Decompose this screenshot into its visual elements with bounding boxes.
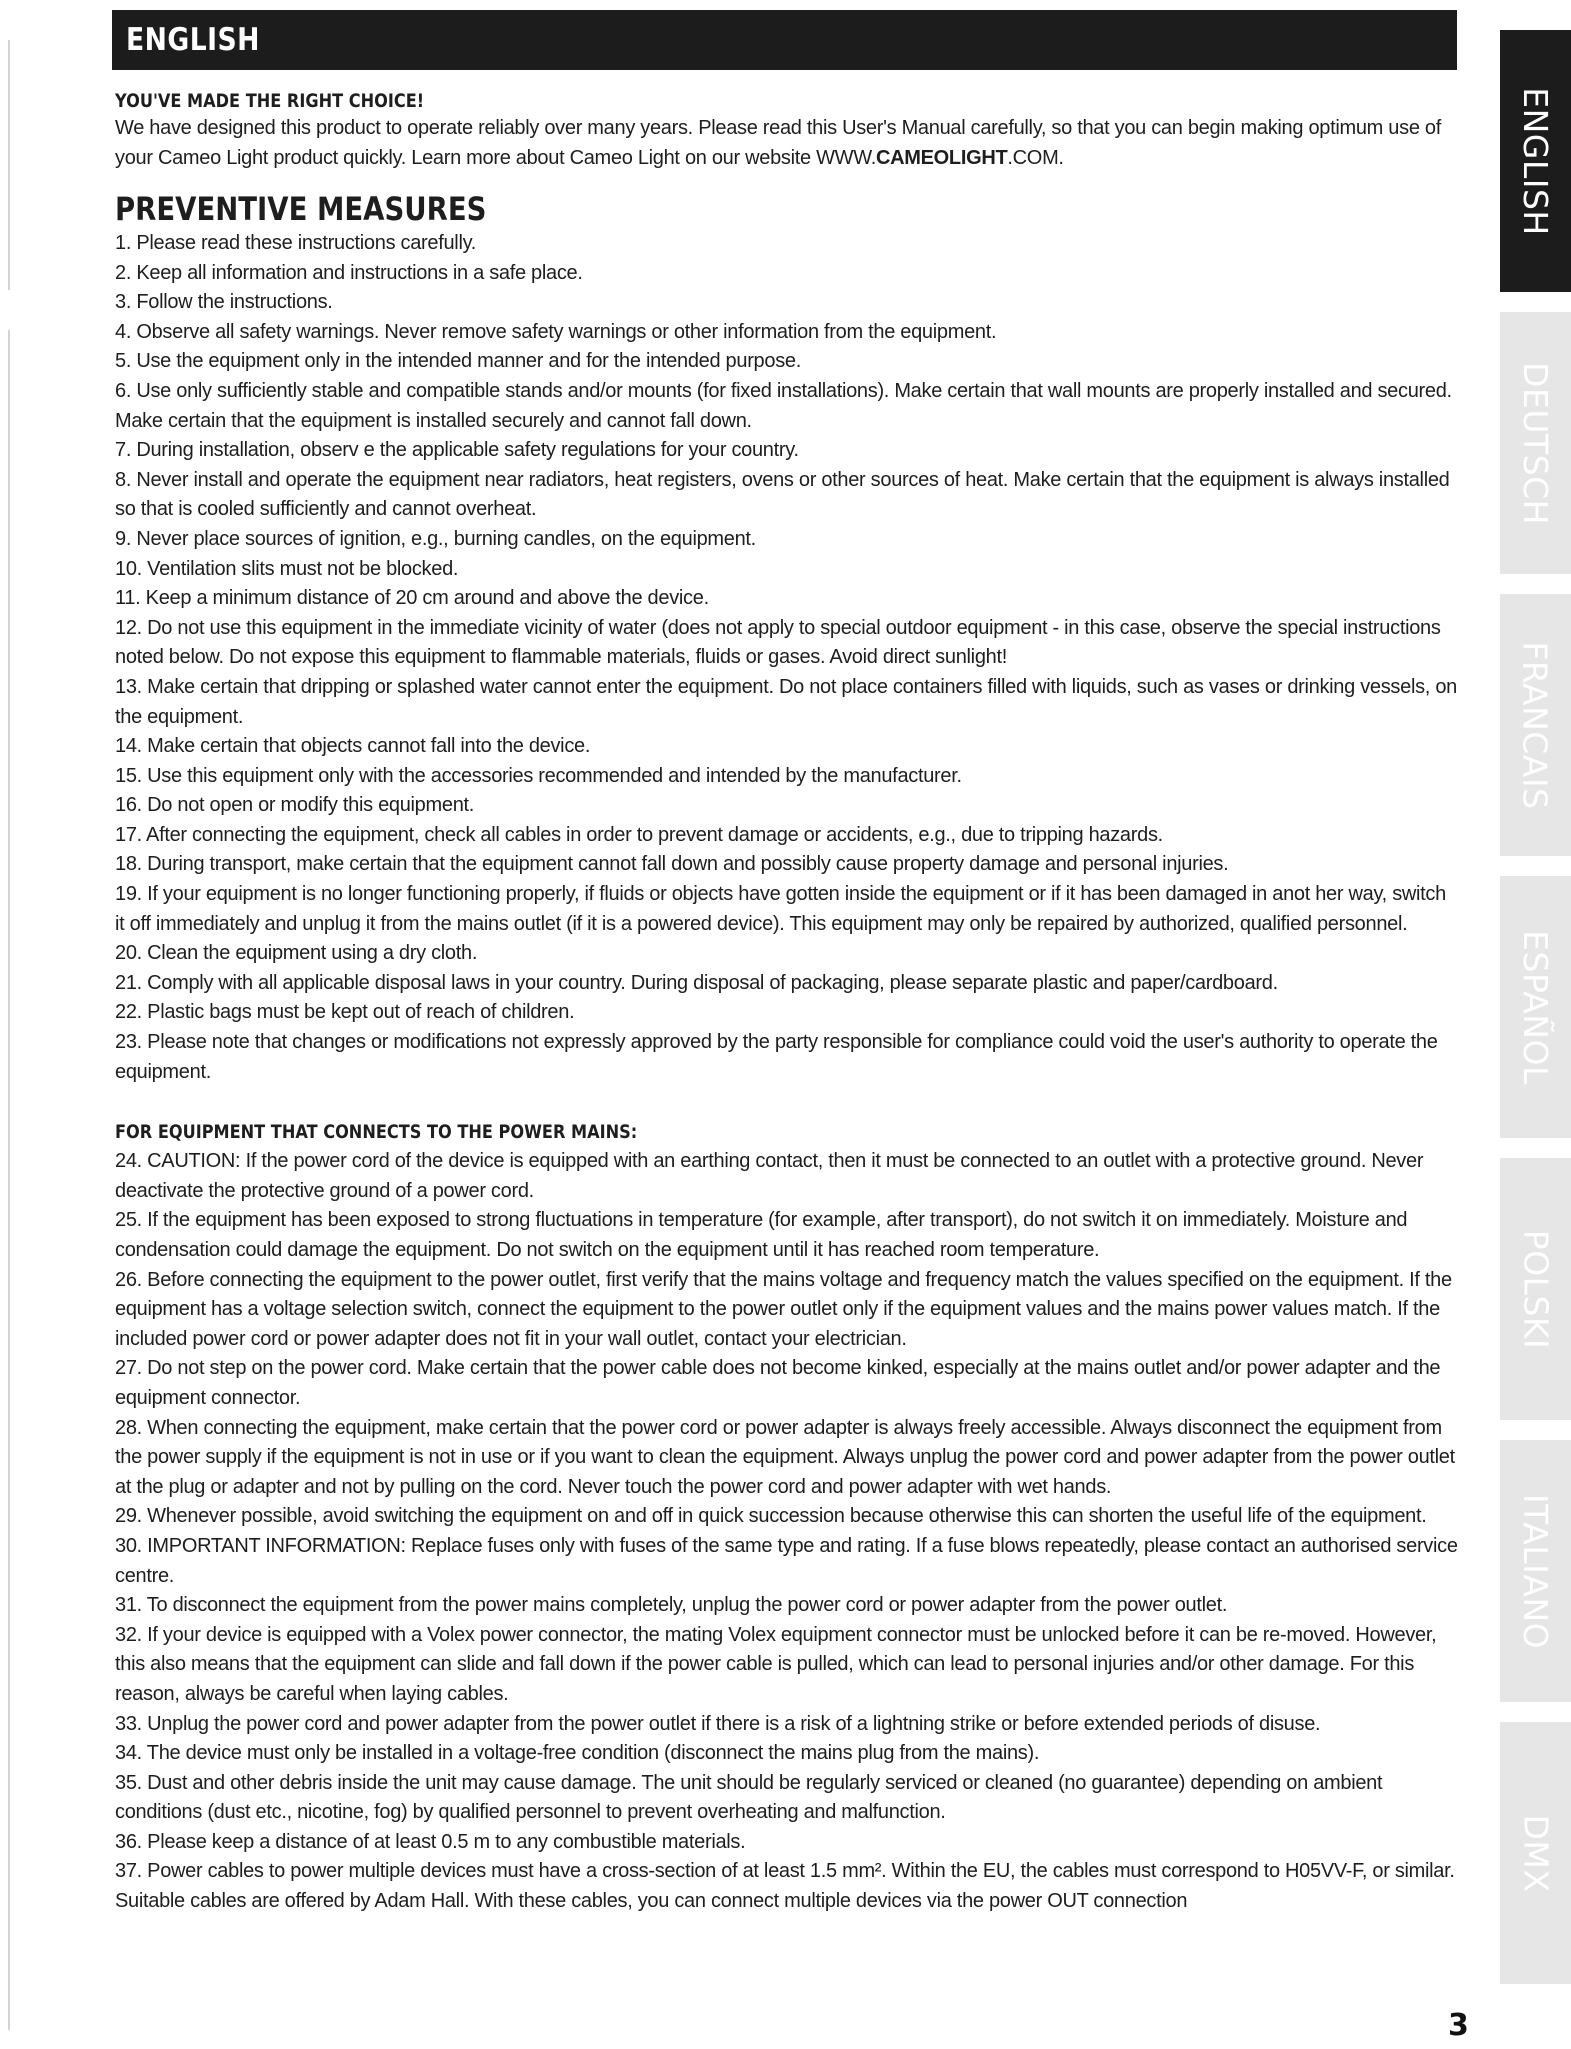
mains-item: 24. CAUTION: If the power cord of the device is equipped with an earthing contact, then it must be connected to an outlet with a protective ground. Never deactivate the protective ground of a power cord. (115, 1150, 1424, 1202)
preventive-item: 12. Do not use this equipment in the immediate vicinity of water (does not apply to special outdoor equipment - in this case, observe the special instructions noted below. Do not expose this equipment to flammable materials, fluids or gases. Avoid direct sunlight! (115, 616, 1441, 669)
tab-dmx[interactable] (1500, 1722, 1571, 1984)
mains-item: 31. To disconnect the equipment from the power mains completely, unplug the power cord or power adapter from the power outlet. (115, 1594, 1228, 1617)
mains-item: 32. If your device is equipped with a Volex power connector, the mating Volex equipment connector must be unlocked before it can be re-moved. However, this also means that the equipment can slide and fall down if the power cable is pulled, which can lead to personal injuries and/or other damage. For this reason, always be careful when laying cables. (115, 1623, 1437, 1705)
mains-item: 34. The device must only be installed in a voltage-free condition (disconnect the mains plug from the mains). (115, 1742, 1040, 1765)
preventive-item: 8. Never install and operate the equipment near radiators, heat registers, ovens or other sources of heat. Make certain that the equipment is always installed so that is cooled sufficiently and cannot overheat. (115, 468, 1450, 521)
page-number: 3 (1448, 2008, 1469, 2043)
preventive-item: 9. Never place sources of ignition, e.g., burning candles, on the equipment. (115, 527, 756, 550)
preventive-item: 3. Follow the instructions. (115, 291, 333, 314)
preventive-item: 5. Use the equipment only in the intended manner and for the intended purpose. (115, 350, 801, 373)
intro-text-start: We have designed this product to operate reliably over many years. Please read this User's Manual carefully, so that you can begin making optimum use of your Cameo Light product quickly. Learn more about Cameo Light on our website WWW. (115, 117, 1441, 169)
website-brand: CAMEOLIGHT (875, 146, 1008, 169)
preventive-item: 15. Use this equipment only with the accessories recommended and intended by the manufacturer. (115, 764, 962, 787)
mains-item: 36. Please keep a distance of at least 0.5 m to any combustible materials. (115, 1830, 746, 1853)
intro-heading: YOU'VE MADE THE RIGHT CHOICE! (115, 90, 425, 112)
preventive-item: 6. Use only sufficiently stable and compatible stands and/or mounts (for fixed installations). Make certain that wall mounts are properly installed and secured. Make certain that the equipment is installed securely and cannot fall down. (115, 379, 1452, 432)
preventive-item: 17. After connecting the equipment, check all cables in order to prevent damage or accidents, e.g., due to tripping hazards. (115, 823, 1163, 846)
tab-english[interactable] (1500, 30, 1571, 292)
intro-text-end: .COM. (1007, 146, 1064, 169)
mains-item: 33. Unplug the power cord and power adapter from the power outlet if there is a risk of a lightning strike or before extended periods of disuse. (115, 1712, 1321, 1735)
preventive-item: 18. During transport, make certain that the equipment cannot fall down and possibly cause property damage and personal injuries. (115, 853, 1229, 876)
tab-francais[interactable] (1500, 594, 1571, 856)
mains-item: 25. If the equipment has been exposed to strong fluctuations in temperature (for example, after transport), do not switch it on immediately. Moisture and condensation could damage the equipment. Do not switch on the equipment until it has reached room temperature. (115, 1209, 1408, 1261)
preventive-item: 10. Ventilation slits must not be blocked. (115, 557, 459, 580)
tab-deutsch-label: DEUTSCH (1516, 361, 1556, 525)
tab-dmx-label: DMX (1516, 1814, 1555, 1892)
preventive-item: 11. Keep a minimum distance of 20 cm around and above the device. (115, 587, 709, 610)
tab-italiano-label: ITALIANO (1516, 1493, 1556, 1649)
power-mains-heading: FOR EQUIPMENT THAT CONNECTS TO THE POWER MAINS: (115, 1121, 638, 1144)
mains-item: 30. IMPORTANT INFORMATION: Replace fuses only with fuses of the same type and rating. If a fuse blows repeatedly, please contact an authorised service centre. (115, 1534, 1458, 1587)
language-header-bar (112, 10, 1457, 70)
mains-item: 28. When connecting the equipment, make certain that the power cord or power adapter is always freely accessible. Always disconnect the equipment from the power supply if the equipment is not in use or if you want to clean the equipment. Always unplug the power cord and power adapter from the power outlet at the plug or adapter and not by pulling on the cord. Never touch the power cord and power adapter with wet hands. (115, 1416, 1455, 1498)
preventive-item: 21. Comply with all applicable disposal laws in your country. During disposal of packaging, please separate plastic and paper/cardboard. (115, 971, 1278, 994)
tab-espanol[interactable] (1500, 876, 1571, 1138)
left-margin-rule (8, 40, 10, 290)
language-header-title: ENGLISH (126, 22, 260, 58)
mains-item: 37. Power cables to power multiple devices must have a cross-section of at least 1.5 mm². Within the EU, the cables must correspond to H05VV-F, or similar. Suitable cables are offered by Adam Hall. With these cables, you can connect multiple devices via the power OUT connection (115, 1860, 1455, 1913)
preventive-item: 23. Please note that changes or modifications not expressly approved by the party responsible for compliance could void the user's authority to operate the equipment. (115, 1031, 1438, 1083)
power-mains-list (115, 1147, 1460, 1916)
manual-content (115, 88, 1460, 1917)
tab-italiano[interactable] (1500, 1440, 1571, 1702)
tab-polski-label: POLSKI (1516, 1229, 1555, 1349)
mains-item: 35. Dust and other debris inside the unit may cause damage. The unit should be regularly serviced or cleaned (no guarantee) depending on ambient conditions (dust etc., nicotine, fog) by qualified personnel to prevent overheating and malfunction. (115, 1771, 1383, 1824)
preventive-measures-heading: PREVENTIVE MEASURES (115, 190, 487, 228)
tab-francais-label: FRANCAIS (1516, 640, 1556, 810)
preventive-item: 19. If your equipment is no longer functioning properly, if fluids or objects have gotten inside the equipment or if it has been damaged in anot her way, switch it off immediately and unplug it from the mains outlet (if it is a powered device). This equipment may only be repaired by authorized, qualified personnel. (115, 883, 1446, 935)
intro-text (115, 114, 1460, 173)
mains-item: 26. Before connecting the equipment to the power outlet, first verify that the mains voltage and frequency match the values specified on the equipment. If the equipment has a voltage selection switch, connect the equipment to the power outlet only if the equipment values and the mains power values match. If the included power cord or power adapter does not fit in your wall outlet, contact your electrician. (115, 1268, 1452, 1350)
preventive-item: 7. During installation, observ e the applicable safety regulations for your country. (115, 439, 799, 462)
preventive-item: 14. Make certain that objects cannot fall into the device. (115, 735, 591, 758)
tab-english-label: ENGLISH (1516, 86, 1555, 236)
mains-item: 27. Do not step on the power cord. Make certain that the power cable does not become kinked, especially at the mains outlet and/or power adapter and the equipment connector. (115, 1357, 1441, 1409)
preventive-item: 20. Clean the equipment using a dry cloth. (115, 942, 478, 965)
preventive-item: 13. Make certain that dripping or splashed water cannot enter the equipment. Do not place containers filled with liquids, such as vases or drinking vessels, on the equipment. (115, 675, 1457, 728)
preventive-measures-list (115, 229, 1460, 1087)
preventive-item: 1. Please read these instructions carefully. (115, 232, 477, 254)
preventive-item: 4. Observe all safety warnings. Never remove safety warnings or other information from the equipment. (115, 320, 997, 343)
tab-espanol-label: ESPAÑOL (1516, 929, 1555, 1085)
preventive-item: 2. Keep all information and instructions in a safe place. (115, 261, 583, 284)
mains-item: 29. Whenever possible, avoid switching the equipment on and off in quick succession because otherwise this can shorten the useful life of the equipment. (115, 1505, 1427, 1528)
preventive-item: 16. Do not open or modify this equipment. (115, 794, 475, 817)
tab-polski[interactable] (1500, 1158, 1571, 1420)
left-margin-rule (8, 330, 10, 2030)
tab-deutsch[interactable] (1500, 312, 1571, 574)
preventive-item: 22. Plastic bags must be kept out of reach of children. (115, 1001, 575, 1024)
